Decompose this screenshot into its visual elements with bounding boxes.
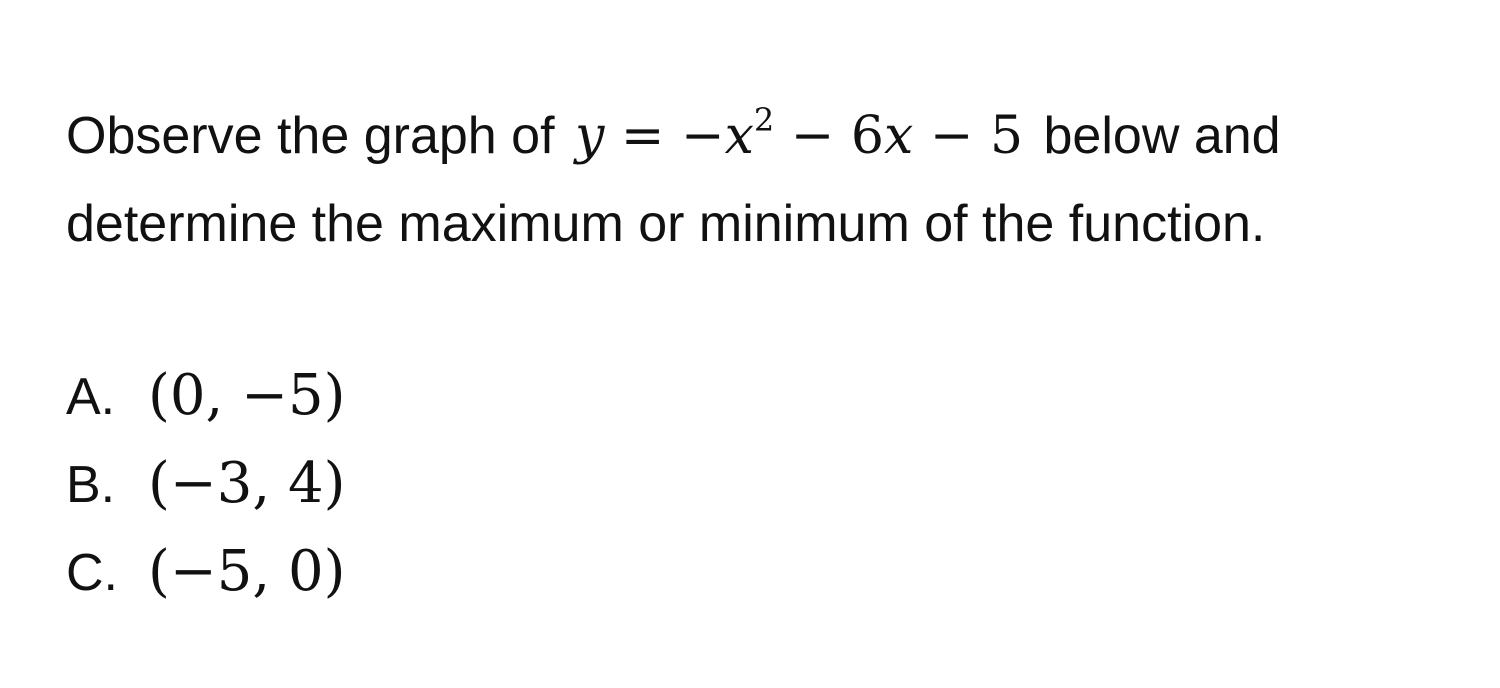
equation-minus-sign-2: − — [929, 106, 974, 166]
option-b[interactable] — [66, 440, 345, 528]
answer-options — [66, 352, 345, 616]
equation-coefficient: 6 — [850, 106, 884, 166]
option-c[interactable] — [66, 528, 345, 616]
equation — [574, 101, 1024, 166]
equation-minus-sign: − — [790, 106, 835, 166]
equation-negative-sign: − — [681, 106, 725, 166]
question-text-before: Observe the graph of — [66, 107, 555, 165]
option-a-value: (0, −5) — [148, 363, 346, 428]
option-c-letter: C. — [66, 544, 118, 602]
equation-constant: 5 — [989, 106, 1024, 166]
equation-equals: = — [620, 106, 665, 166]
option-a-letter: A. — [66, 368, 116, 426]
option-b-value: (−3, 4) — [148, 451, 346, 516]
equation-x: x — [724, 106, 754, 166]
equation-exponent: 2 — [753, 101, 775, 139]
option-a[interactable] — [66, 352, 345, 440]
question-text — [66, 92, 1366, 268]
equation-x-linear: x — [884, 106, 914, 166]
option-c-value: (−5, 0) — [148, 539, 346, 604]
question-text-after: below and determine the maximum or minimum of the function. — [66, 107, 1281, 253]
option-b-letter: B. — [66, 456, 116, 514]
equation-y: y — [574, 106, 605, 166]
